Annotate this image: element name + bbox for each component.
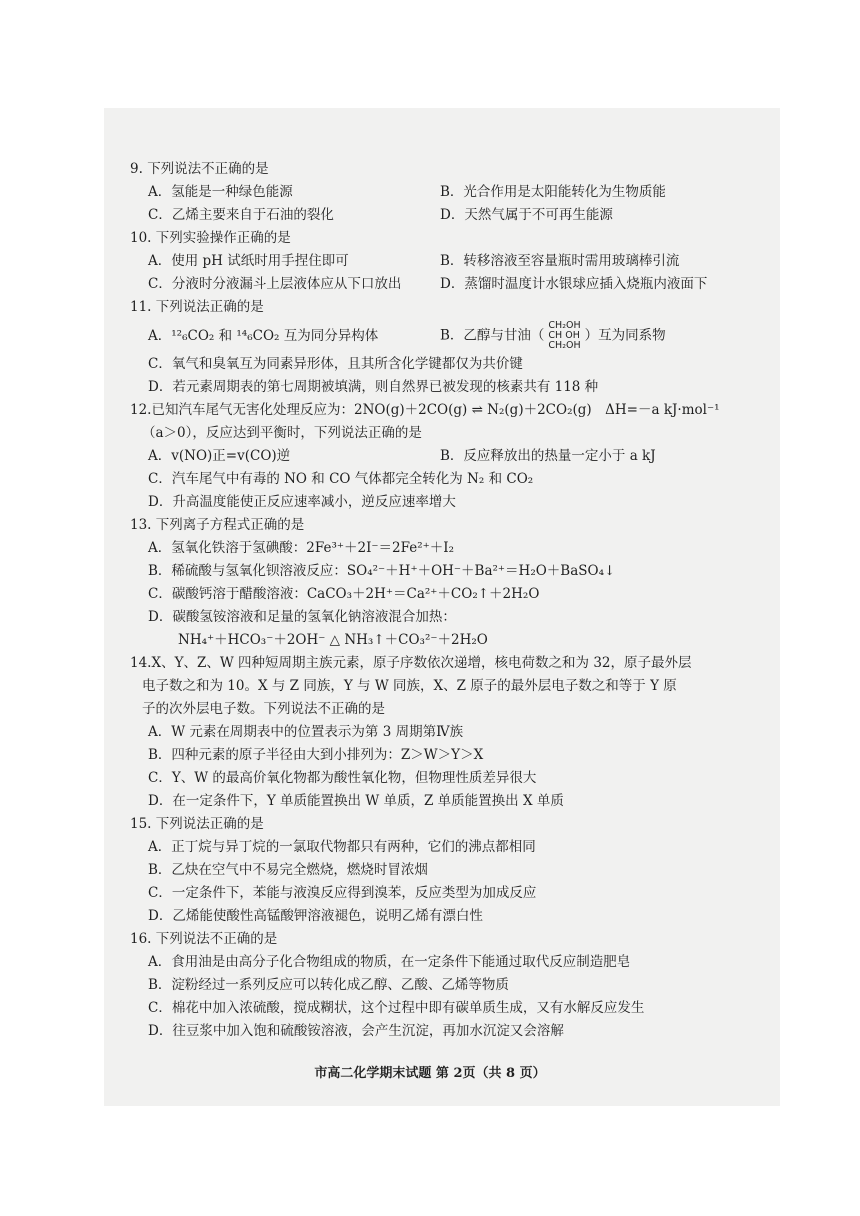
- question-stem: 16. 下列说法不正确的是: [130, 931, 278, 947]
- option-b: B．稀硫酸与氢氧化钡溶液反应：SO₄²⁻＋H⁺＋OH⁻＋Ba²⁺＝H₂O＋BaSO₄↓: [148, 563, 616, 579]
- option-d: D．蒸馏时温度计水银球应插入烧瓶内液面下: [440, 276, 708, 292]
- option-a: A．食用油是由高分子化合物组成的物质，在一定条件下能通过取代反应制造肥皂: [148, 954, 631, 970]
- option-d: D．碳酸氢铵溶液和足量的氢氧化钠溶液混合加热：: [148, 609, 456, 625]
- option-a: A．¹²₆CO₂ 和 ¹⁴₆CO₂ 互为同分异构体: [148, 327, 379, 344]
- option-b: B．反应释放出的热量一定小于 a kJ: [440, 448, 656, 464]
- option-d: D．乙烯能使酸性高锰酸钾溶液褪色，说明乙烯有漂白性: [148, 908, 483, 924]
- ionic-equation: NH₄⁺＋HCO₃⁻＋2OH⁻ △ NH₃↑＋CO₃²⁻＋2H₂O: [178, 632, 488, 648]
- question-16: [130, 928, 750, 1043]
- option-a: A．正丁烷与异丁烷的一氯取代物都只有两种，它们的沸点都相同: [148, 839, 536, 855]
- question-13: [130, 514, 750, 652]
- option-c: C．一定条件下，苯能与液溴反应得到溴苯，反应类型为加成反应: [148, 885, 537, 901]
- option-a: A．v(NO)正=v(CO)逆: [148, 448, 291, 464]
- option-b: B．四种元素的原子半径由大到小排列为：Z＞W＞Y＞X: [148, 747, 484, 763]
- question-stem-continued: （a＞0），反应达到平衡时，下列说法正确的是: [142, 425, 422, 441]
- question-15: [130, 813, 750, 928]
- question-stem: 15. 下列说法正确的是: [130, 816, 264, 832]
- question-stem: 10. 下列实验操作正确的是: [130, 230, 291, 246]
- question-stem: 11. 下列说法正确的是: [130, 299, 264, 315]
- glycerol-structure: CH₂OH CH OH CH₂OH: [548, 320, 581, 351]
- question-stem-continued: 子的次外层电子数。下列说法不正确的是: [142, 701, 385, 717]
- option-c: C．乙烯主要来自于石油的裂化: [148, 207, 334, 223]
- page-footer: 市高二化学期末试题 第 2页（共 8 页）: [314, 1066, 546, 1081]
- question-9: [130, 158, 750, 227]
- question-11: [130, 296, 750, 399]
- question-10: [130, 227, 750, 296]
- question-stem: 13. 下列离子方程式正确的是: [130, 517, 305, 533]
- option-d: D．升高温度能使正反应速率减小，逆反应速率增大: [148, 494, 456, 510]
- option-a: A．氢能是一种绿色能源: [148, 184, 293, 200]
- option-c: C．分液时分液漏斗上层液体应从下口放出: [148, 276, 402, 292]
- option-b: B．转移溶液至容量瓶时需用玻璃棒引流: [440, 253, 680, 269]
- question-14: [130, 652, 750, 813]
- option-c: C．碳酸钙溶于醋酸溶液：CaCO₃＋2H⁺＝Ca²⁺＋CO₂↑＋2H₂O: [148, 586, 540, 602]
- option-d: D．在一定条件下，Y 单质能置换出 W 单质，Z 单质能置换出 X 单质: [148, 793, 564, 809]
- option-b: B．乙醇与甘油（ CH₂OH CH OH CH₂OH ）互为同系物: [440, 320, 666, 351]
- question-stem: 9. 下列说法不正确的是: [130, 161, 269, 177]
- option-a: A．使用 pH 试纸时用手捏住即可: [148, 253, 349, 269]
- option-a: A．W 元素在周期表中的位置表示为第 3 周期第Ⅳ族: [148, 724, 464, 740]
- option-b: B．光合作用是太阳能转化为生物质能: [440, 184, 666, 200]
- option-d: D．天然气属于不可再生能源: [440, 207, 613, 223]
- question-12: [130, 399, 750, 514]
- question-stem: 12.已知汽车尾气无害化处理反应为：2NO(g)＋2CO(g) ⇌ N₂(g)＋2CO₂(g) ΔH=－a kJ·mol⁻¹: [130, 402, 720, 418]
- option-c: C．氧气和臭氧互为同素异形体，且其所含化学键都仅为共价键: [148, 356, 523, 372]
- question-stem: 14.X、Y、Z、W 四种短周期主族元素，原子序数依次递增，核电荷数之和为 32，原子最外层: [130, 655, 692, 671]
- option-d: D．若元素周期表的第七周期被填满，则自然界已被发现的核素共有 118 种: [148, 379, 599, 395]
- option-c: C．棉花中加入浓硫酸，搅成糊状，这个过程中即有碳单质生成，又有水解反应发生: [148, 1000, 645, 1016]
- option-c: C．Y、W 的最高价氧化物都为酸性氧化物，但物理性质差异很大: [148, 770, 537, 786]
- option-b: B．淀粉经过一系列反应可以转化成乙醇、乙酸、乙烯等物质: [148, 977, 509, 993]
- option-a: A．氢氧化铁溶于氢碘酸：2Fe³⁺＋2I⁻＝2Fe²⁺＋I₂: [148, 540, 455, 556]
- exam-question-list: [130, 158, 750, 1043]
- question-stem-continued: 电子数之和为 10。X 与 Z 同族，Y 与 W 同族，X、Z 原子的最外层电子数之和等于 Y 原: [142, 678, 677, 694]
- option-d: D．往豆浆中加入饱和硫酸铵溶液，会产生沉淀，再加水沉淀又会溶解: [148, 1023, 564, 1039]
- option-c: C．汽车尾气中有毒的 NO 和 CO 气体都完全转化为 N₂ 和 CO₂: [148, 471, 534, 487]
- option-b: B．乙炔在空气中不易完全燃烧，燃烧时冒浓烟: [148, 862, 428, 878]
